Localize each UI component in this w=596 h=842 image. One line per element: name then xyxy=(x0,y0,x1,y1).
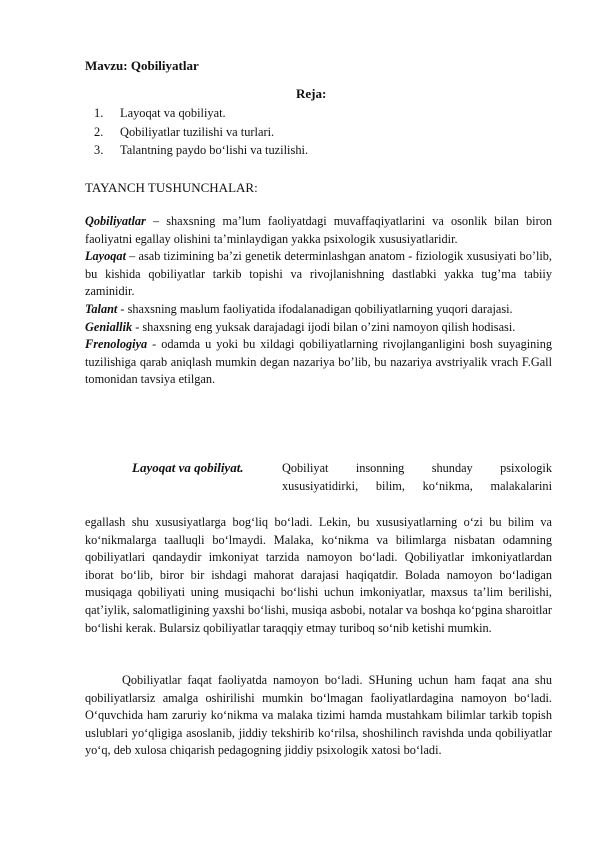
document-title: Mavzu: Qobiliyatlar xyxy=(85,58,199,73)
term: Geniallik xyxy=(85,319,133,334)
plan-heading: Reja: xyxy=(296,86,327,101)
definition-layoqat: Layoqat – asab tizimining ba’zi genetik determinlashgan anatom - fiziologik xususiyati bo’lib, bu kishida qobiliyatlar tarkib topishi va rivojlanishning dastlabki yakka tug’ma tabiiy zaminidir. xyxy=(85,249,552,299)
paragraph-1-line-1: Qobiliyat insonning shunday psixologik xyxy=(282,461,552,475)
term: Qobiliyatlar xyxy=(85,214,146,228)
term: Layoqat xyxy=(85,249,126,264)
plan-list xyxy=(94,104,308,160)
term: Frenologiya xyxy=(85,337,148,352)
paragraph-2: Qobiliyatlar faqat faoliyatda namoyon bo‘ladi. SHuning uchun ham faqat ana shu qobiliyatlarsiz amalga oshirilishi mumkin bo‘lmagan faoliyatlardagina namoyon bo‘ladi. O‘quvchida ham zaruriy ko‘nikma va malaka tizimi hamda mustahkam bilimlar tarkib topish uslublari yo‘qligiga asoslanib, jiddiy tekshirib ko‘rilsa, shoshilinch ravishda unda qobiliyatlar yo‘q, deb xulosa chiqarish pedagogning jiddiy psixologik xatosi bo‘ladi. xyxy=(85,673,552,758)
definitions xyxy=(85,213,552,389)
definition-geniallik: Geniallik - shaxsning eng yuksak darajadagi ijodi bilan o’zini namoyon qilish hodisasi. xyxy=(85,319,516,334)
paragraph-1-intro xyxy=(282,460,552,495)
plan-item: 3. Talantning paydo bo‘lishi va tuzilishi. xyxy=(94,143,309,157)
plan-item: 1. Layoqat va qobiliyat. xyxy=(94,106,226,120)
section-heading: TAYANCH TUSHUNCHALAR: xyxy=(85,180,258,195)
paragraph-1-line-2: xususiyatidirki, bilim, ko‘nikma, malakalarini xyxy=(282,478,552,493)
definition-talant: Talant - shaxsning maьlum faoliyatida ifodalanadigan qobiliyatlarning yuqori darajasi. xyxy=(85,301,513,316)
paragraph-1: egallash shu xususiyatlarga bog‘liq bo‘ladi. Lekin, bu xususiyatlarning o‘zi bu bilim va ko‘nikmalarga taalluqli bo‘lmaydi. Malaka, ko‘nikma va bilimlarga nisbatan odamning qobiliyatlari qandaydir imkoniyat tarzida namoyon bo‘ladi. Qobiliyatlar imkoniyatlardan iborat bo‘lib, biror bir ishdagi mahorat darajasi haqiqatdir. Bolada namoyon bo‘ladigan musiqaga qobiliyati uning musiqachi bo‘lishi uchun imkoniyatlar, maxsus ta’lim berilishi, qat’iylik, salomatligining yaxshi bo‘lishi, musiqa asbobi, notalar va boshqa ko‘pgina sharoitlar bo‘lishi kerak. Bularsiz qobiliyatlar taraqqiy etmay turiboq so‘nib ketishi mumkin. xyxy=(85,515,552,635)
plan-item: 2. Qobiliyatlar tuzilishi va turlari. xyxy=(94,124,275,139)
term: Talant xyxy=(85,301,118,316)
definition-frenologiya: Frenologiya - odamda u yoki bu xildagi qobiliyatlarning rivojlanganligini bosh suyagining tuzilishiga qarab aniqlash mumkin degan nazariya bo’lib, bu nazariya avstriyalik vrach F.Gall tomonidan tavsiya etilgan. xyxy=(85,337,552,387)
subheading: Layoqat va qobiliyat. xyxy=(132,460,244,475)
definition-qobiliyatlar: Qobiliyatlar – shaxsning ma’lum faoliyatdagi muvaffaqiyatlarini va osonlik bilan biron faoliyatni egallay olishini ta’minlaydigan yakka psixologik xususiyatlaridir. xyxy=(85,214,552,246)
